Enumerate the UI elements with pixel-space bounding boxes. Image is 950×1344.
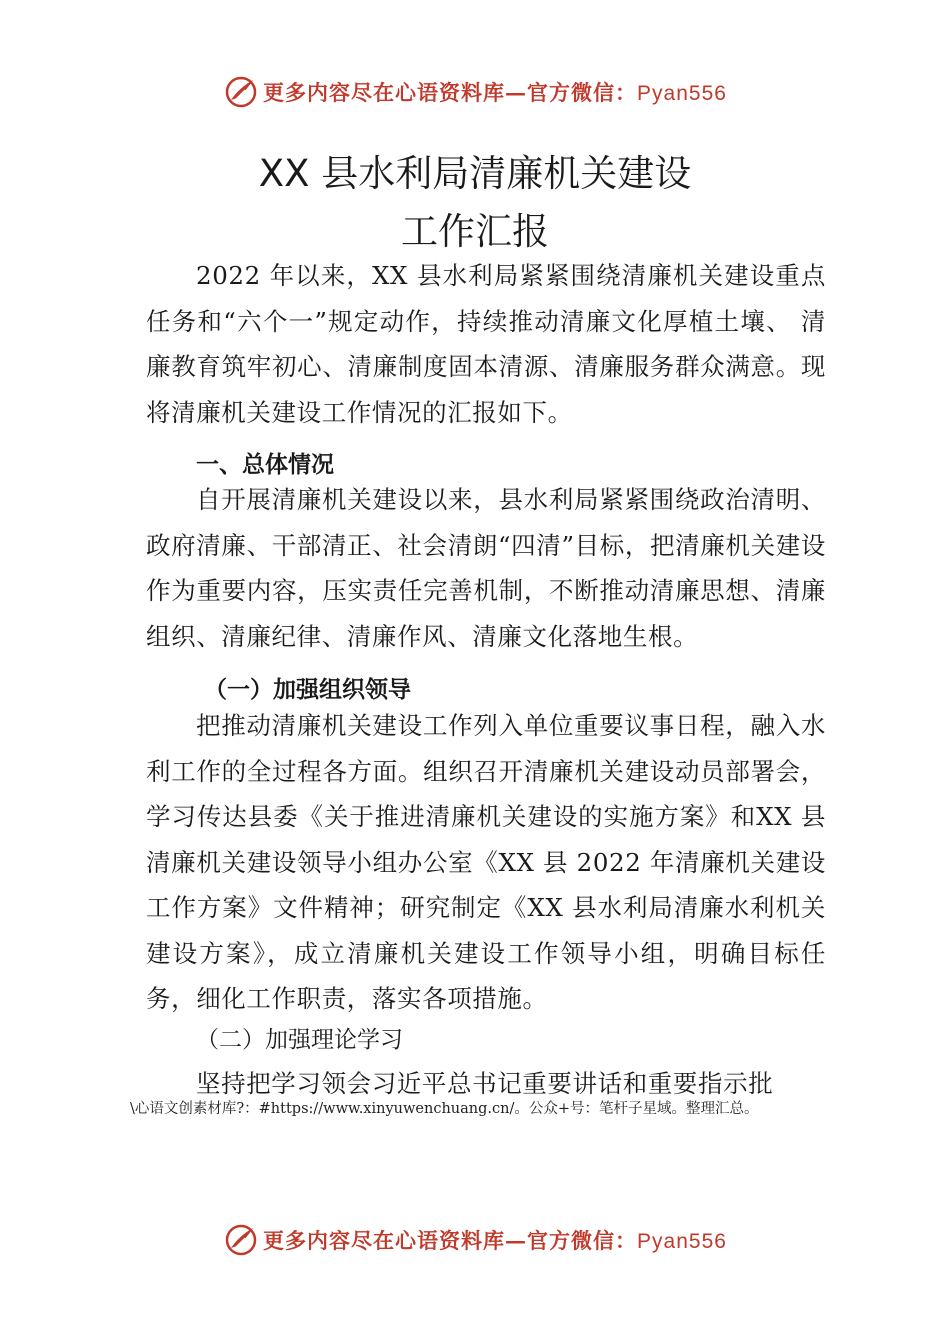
footer-banner: [0, 1220, 950, 1260]
section1-paragraph: 自开展清廉机关建设以来，县水利局紧紧围绕政治清明、政府清廉、干部清正、社会清朗“四清”目标，把清廉机关建设作为重要内容，压实责任完善机制，不断推动清廉思想、清廉组织、清廉纪律、清廉作风、清廉文化落地生根。: [146, 485, 826, 651]
quill-logo-icon: [223, 1222, 259, 1258]
document-subtitle: 工作汇报: [401, 210, 549, 253]
quill-logo-icon: [223, 74, 259, 110]
sub1-paragraph: 把推动清廉机关建设工作列入单位重要议事日程，融入水利工作的全过程各方面。组织召开清廉机关建设动员部署会，学习传达县委《关于推进清廉机关建设的实施方案》和XX 县清廉机关建设领导小组办公室《XX 县 2022 年清廉机关建设工作方案》文件精神；研究制定《XX 县水利局清廉水利机关建设方案》，成立清廉机关建设工作领导小组，明确目标任务，细化工作职责，落实各项措施。: [146, 711, 826, 1013]
header-banner: [0, 72, 950, 112]
banner-handle: Pyan556: [637, 1230, 727, 1253]
document-title: XX 县水利局清廉机关建设: [258, 152, 692, 195]
banner-handle: Pyan556: [637, 82, 727, 105]
source-note: \心语文创素材库?：#https://www.xinyuwenchuang.cn/。公众+号：笔杆子星域。整理汇总。: [130, 1101, 759, 1117]
section1-heading: 一、总体情况: [196, 452, 334, 478]
sub2-paragraph: 坚持把学习领会习近平总书记重要讲话和重要指示批: [196, 1069, 774, 1098]
intro-paragraph: 2022 年以来，XX 县水利局紧紧围绕清廉机关建设重点任务和“六个一”规定动作，持续推动清廉文化厚植土壤、 清廉教育筑牢初心、清廉制度固本清源、清廉服务群众满意。现将清廉机关建设工作情况的汇报如下。: [146, 261, 826, 427]
sub2-heading: （二）加强理论学习: [196, 1027, 403, 1053]
sub1-heading: （一）加强组织领导: [204, 677, 411, 703]
banner-text: 更多内容尽在心语资料库—官方微信：Pyan556: [263, 1228, 727, 1253]
banner-text: 更多内容尽在心语资料库—官方微信：Pyan556: [263, 80, 727, 105]
